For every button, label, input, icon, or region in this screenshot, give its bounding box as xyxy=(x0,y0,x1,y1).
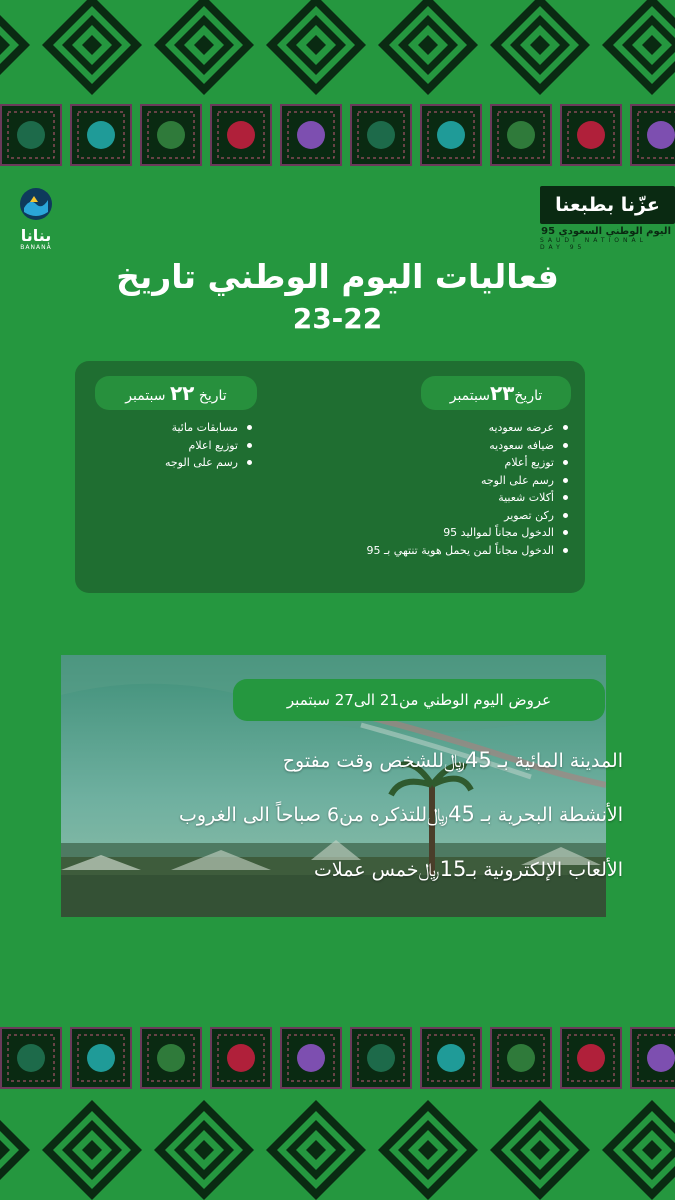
palm-tree-tile xyxy=(490,1027,552,1089)
tent-tile xyxy=(560,104,622,166)
tent-tile xyxy=(210,104,272,166)
day22-label-num: ٢٢ xyxy=(169,381,195,405)
coffee-pot-tile xyxy=(420,104,482,166)
day22-activities-list xyxy=(165,419,252,472)
banana-wave-icon xyxy=(18,186,54,222)
sun-tile xyxy=(350,1027,412,1089)
list-item: توزيع اعلام xyxy=(165,437,252,455)
palm-tree-tile xyxy=(140,104,202,166)
coffee-pot-tile xyxy=(70,104,132,166)
offer-price: 45 xyxy=(448,802,475,826)
national-day-line2: SAUDI NATIONAL DAY 95 xyxy=(540,237,647,251)
list-item: الدخول مجاناً لمن يحمل هوية تنتهي بـ 95 xyxy=(367,542,569,560)
offers-header: عروض اليوم الوطني من21 الى27 سبتمبر xyxy=(233,679,605,721)
national-day-brand: عزّنا بطبعنا xyxy=(540,186,675,224)
offer-text-after: للتذكره من6 صباحاً الى الغروب xyxy=(179,804,428,826)
palm-tree-tile xyxy=(490,104,552,166)
day23-activities-list xyxy=(367,419,569,559)
list-item: عرضه سعوديه xyxy=(367,419,569,437)
list-item: مسابقات مائية xyxy=(165,419,252,437)
title-line2: 23-22 xyxy=(292,302,383,335)
riyal-icon: ﷼ xyxy=(443,750,465,772)
incense-cup-tile xyxy=(630,1027,675,1089)
schedule-panel xyxy=(75,361,585,593)
title-line1: فعاليات اليوم الوطني تاريخ xyxy=(116,257,559,296)
list-item: رسم على الوجه xyxy=(367,472,569,490)
banana-logo-sub: BANANA xyxy=(20,244,52,251)
list-item: ركن تصوير xyxy=(367,507,569,525)
offer-water-city xyxy=(283,748,623,772)
riyal-icon: ﷼ xyxy=(418,859,440,881)
top-diamond-pattern xyxy=(0,0,675,100)
day22-label xyxy=(95,376,257,410)
coffee-pot-tile xyxy=(420,1027,482,1089)
day22-label-prefix: تاريخ xyxy=(198,388,227,404)
sun-tile xyxy=(350,104,412,166)
list-item: أكلات شعبية xyxy=(367,489,569,507)
day22-label-suffix: سبتمبر xyxy=(125,388,166,404)
coffee-pot-tile xyxy=(70,1027,132,1089)
offer-text-before: الأنشطة البحرية بـ xyxy=(480,804,623,826)
banana-logo xyxy=(10,186,62,251)
day23-label xyxy=(421,376,571,410)
offer-price: 15 xyxy=(439,857,467,881)
offer-electronic-games xyxy=(314,857,623,881)
incense-cup-tile xyxy=(630,104,675,166)
offer-marine-activities xyxy=(179,802,623,826)
riyal-icon: ﷼ xyxy=(427,804,449,826)
offer-price: 45 xyxy=(465,748,492,772)
incense-cup-tile xyxy=(280,1027,342,1089)
day23-label-num: ٢٣ xyxy=(489,381,515,405)
offer-text-before: المدينة المائية بـ xyxy=(497,750,623,772)
top-tile-row xyxy=(0,102,675,168)
bottom-diamond-pattern xyxy=(0,1090,675,1200)
offer-text-after: خمس عملات xyxy=(313,859,419,881)
day23-label-prefix: تاريخ xyxy=(514,388,543,404)
list-item: الدخول مجاناً لمواليد 95 xyxy=(367,524,569,542)
national-day-line1: اليوم الوطني السعودي 95 xyxy=(541,226,671,237)
offer-text-before: الألعاب الإلكترونية بـ xyxy=(466,859,623,881)
list-item: ضيافه سعوديه xyxy=(367,437,569,455)
list-item: رسم على الوجه xyxy=(165,454,252,472)
incense-cup-tile xyxy=(280,104,342,166)
page-title xyxy=(0,255,675,339)
national-day-logo xyxy=(540,186,675,251)
tent-tile xyxy=(560,1027,622,1089)
banana-logo-name: بنانا xyxy=(20,226,52,245)
tent-tile xyxy=(210,1027,272,1089)
palm-tree-tile xyxy=(140,1027,202,1089)
bottom-tile-row xyxy=(0,1025,675,1091)
list-item: توزيع أعلام xyxy=(367,454,569,472)
sun-tile xyxy=(0,1027,62,1089)
offer-text-after: للشخص وقت مفتوح xyxy=(282,750,444,772)
sun-tile xyxy=(0,104,62,166)
day23-label-suffix: سبتمبر xyxy=(449,388,490,404)
